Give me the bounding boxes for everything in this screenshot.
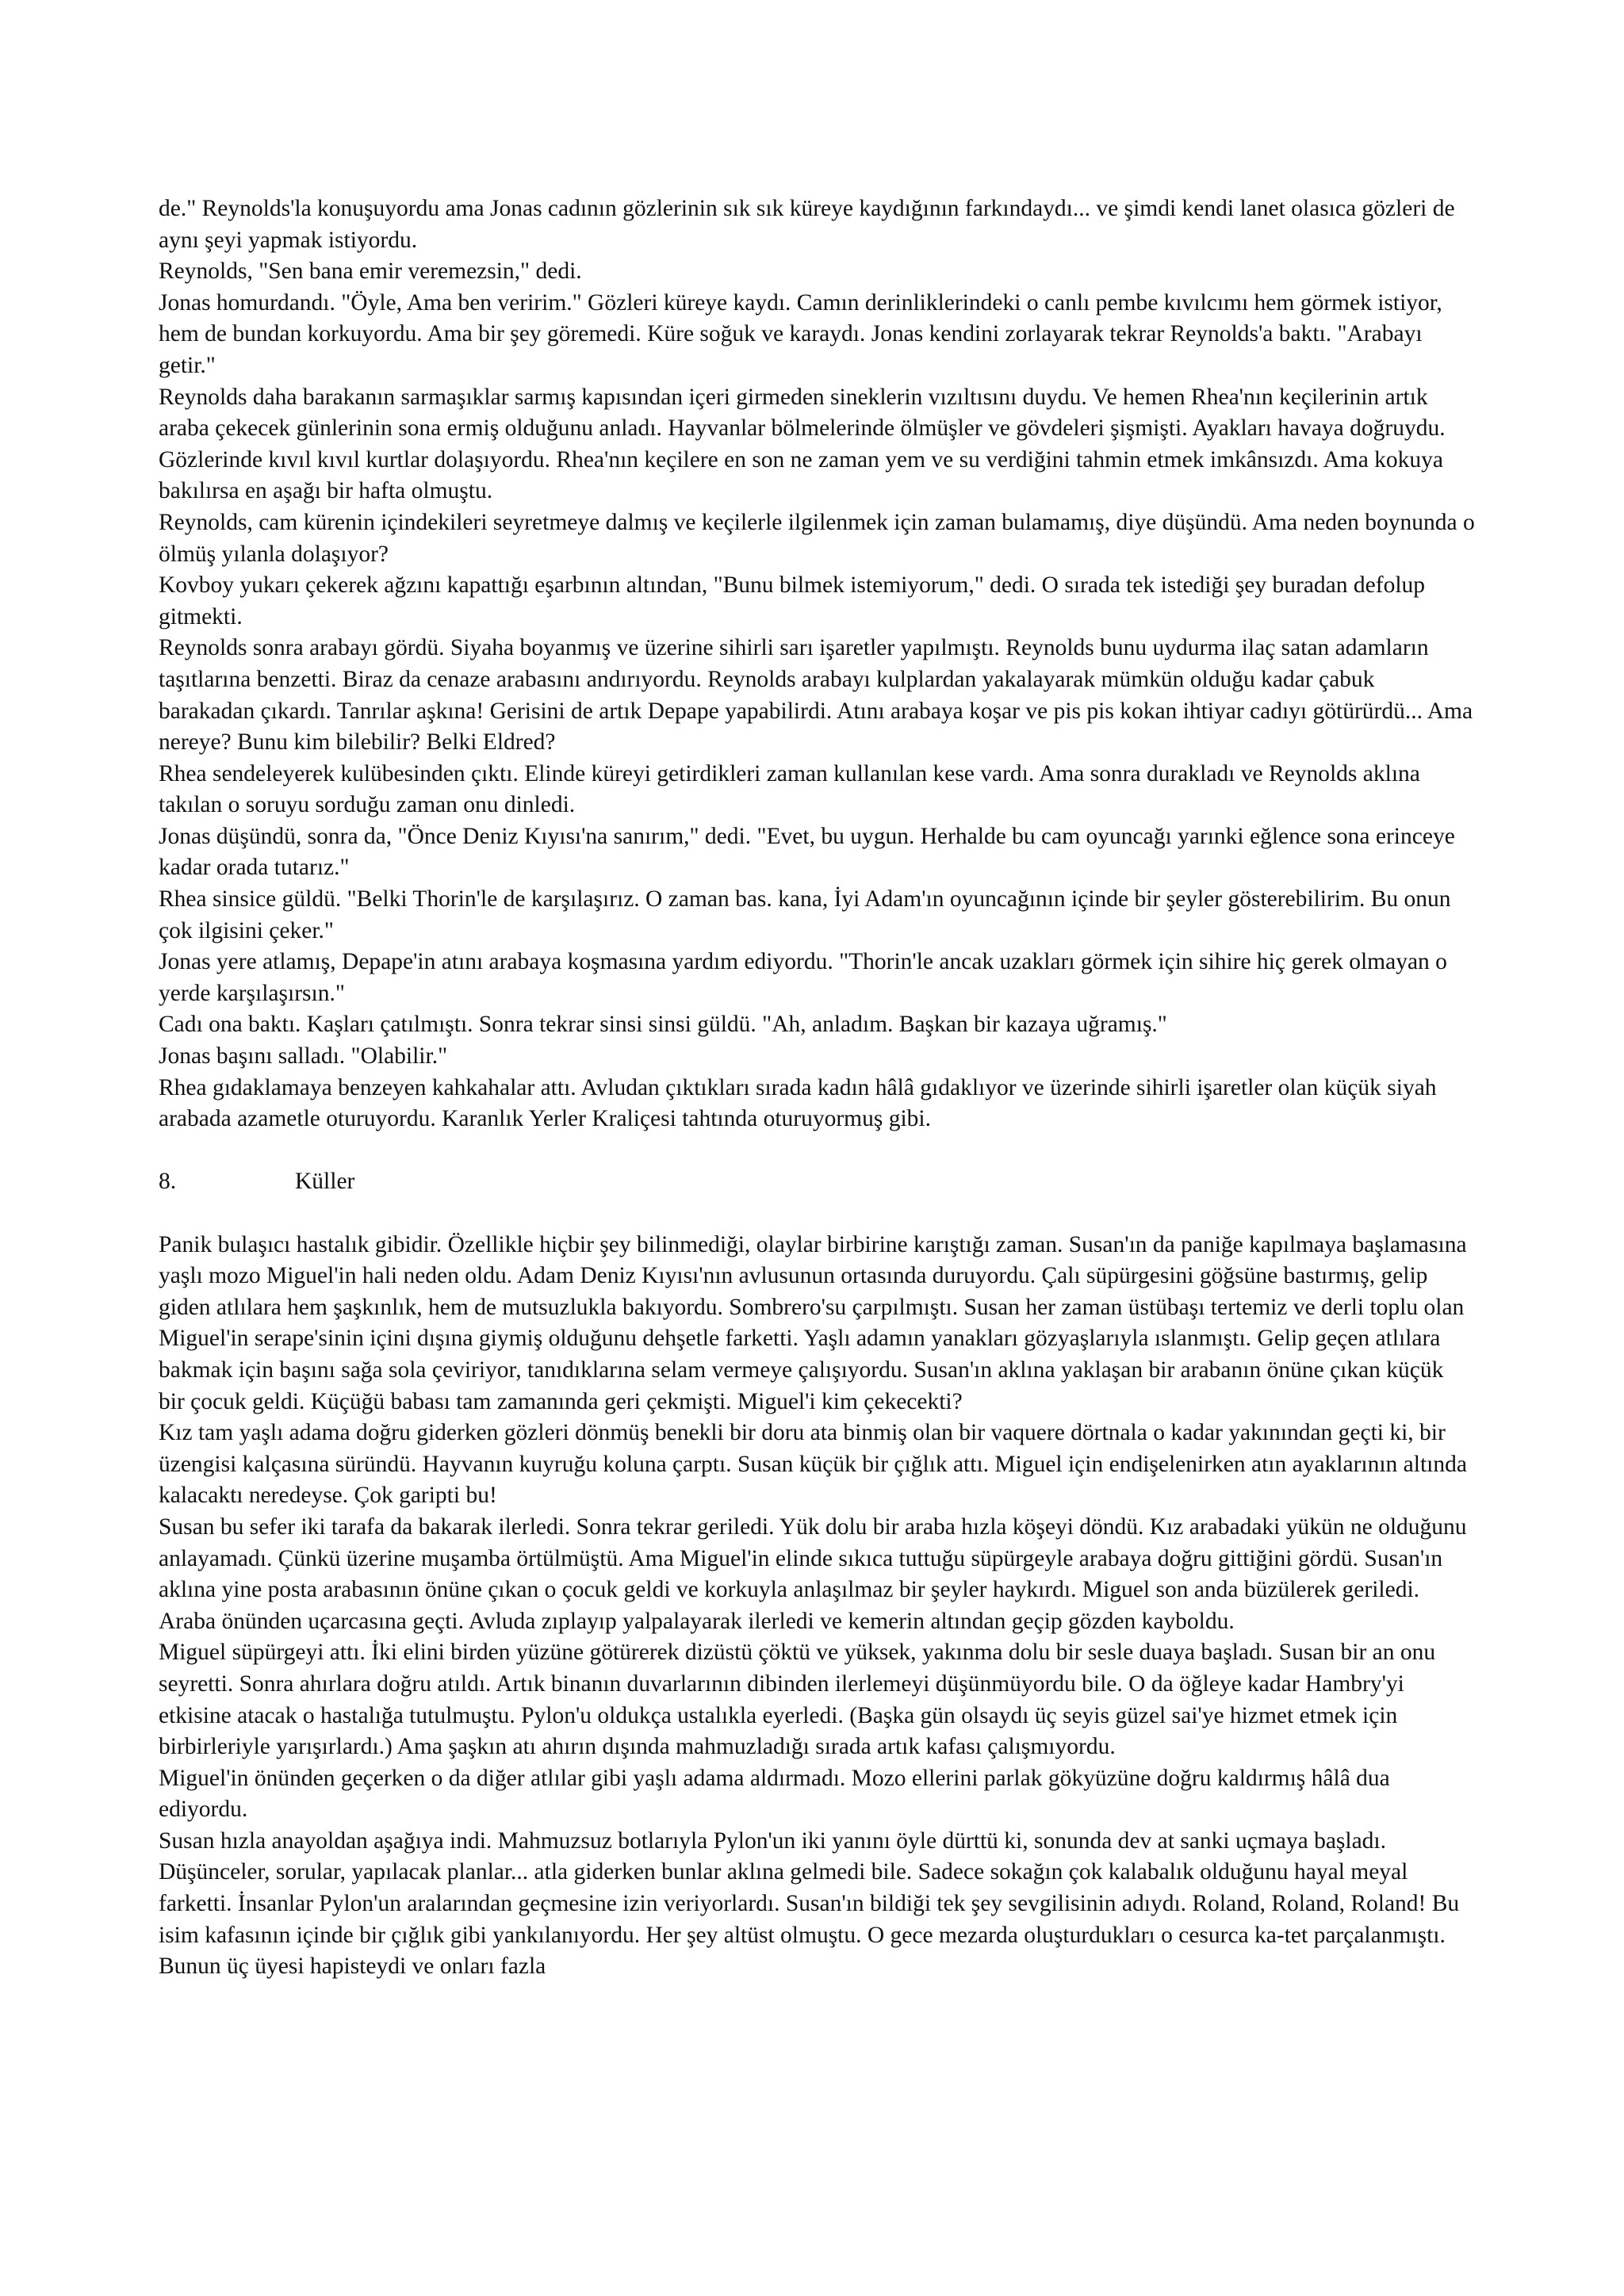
paragraph: de." Reynolds'la konuşuyordu ama Jonas cadının gözlerinin sık sık küreye kaydığının farkındaydı... ve şimdi kendi lanet olasıca gözleri de aynı şeyi yapmak istiyordu.	[159, 196, 1455, 253]
paragraph: Jonas düşündü, sonra da, "Önce Deniz Kıyısı'na sanırım," dedi. "Evet, bu uygun. Herhalde bu cam oyuncağı yarınki eğlence sona erinceye kadar orada tutarız."	[159, 823, 1455, 881]
paragraph: Susan hızla anayoldan aşağıya indi. Mahmuzsuz botlarıyla Pylon'un iki yanını öyle dürttü ki, sonunda dev at sanki uçmaya başladı. Düşünceler, sorular, yapılacak planlar... atla giderken bunlar aklına gelmedi bile. Sadece sokağın çok kalabalık olduğunu hayal meyal farketti. İnsanlar Pylon'un aralarından geçmesine izin veriyorlardı. Susan'ın bildiği tek şey sevgilisinin adıydı. Roland, Roland, Roland! Bu isim kafasının içinde bir çığlık gibi yankılanıyordu. Her şey altüst olmuştu. O gece mezarda oluşturdukları o cesurca ka-tet parçalanmıştı. Bunun üç üyesi hapisteydi ve onları fazla	[159, 1827, 1460, 1980]
paragraph: Jonas yere atlamış, Depape'in atını arabaya koşmasına yardım ediyordu. "Thorin'le ancak uzakları görmek için sihire hiç gerek olmayan o yerde karşılaşırsın."	[159, 949, 1447, 1006]
chapter-heading	[159, 1166, 1475, 1198]
paragraph: Reynolds daha barakanın sarmaşıklar sarmış kapısından içeri girmeden sineklerin vızıltısını duydu. Ve hemen Rhea'nın keçilerinin artık araba çekecek günlerinin sona ermiş olduğunu anladı. Hayvanlar bölmelerinde ölmüşler ve gövdeleri şişmişti. Ayakları havaya doğruydu. Gözlerinde kıvıl kıvıl kurtlar dolaşıyordu. Rhea'nın keçilere en son ne zaman yem ve su verdiğini tahmin etmek imkânsızdı. Ama kokuya bakılırsa en aşağı bir hafta olmuştu.	[159, 384, 1446, 504]
chapter-title: Küller	[295, 1169, 355, 1195]
paragraph: Reynolds sonra arabayı gördü. Siyaha boyanmış ve üzerine sihirli sarı işaretler yapılmıştı. Reynolds bunu uydurma ilaç satan adamların taşıtlarına benzetti. Biraz da cenaze arabasını andırıyordu. Reynolds arabayı kulplardan yakalayarak mümkün olduğu kadar çabuk barakadan çıkardı. Tanrılar aşkına! Gerisini de artık Depape yapabilirdi. Atını arabaya koşar ve pis pis kokan ihtiyar cadıyı götürürdü... Ama nereye? Bunu kim bilebilir? Belki Eldred?	[159, 635, 1473, 756]
chapter-number: 8.	[159, 1169, 177, 1195]
paragraph: Reynolds, "Sen bana emir veremezsin," dedi.	[159, 258, 582, 285]
paragraph: Miguel'in önünden geçerken o da diğer atlılar gibi yaşlı adama aldırmadı. Mozo ellerini parlak gökyüzüne doğru kaldırmış hâlâ dua ediyordu.	[159, 1765, 1390, 1823]
paragraph: Miguel süpürgeyi attı. İki elini birden yüzüne götürerek dizüstü çöktü ve yüksek, yakınma dolu bir sesle duaya başladı. Susan bir an onu seyretti. Sonra ahırlara doğru atıldı. Artık binanın duvarlarının dibinden ilerlemeyi düşünmüyordu bile. O da öğleye kadar Hambry'yi etkisine atacak o hastalığa tutulmuştu. Pylon'u oldukça ustalıkla eyerledi. (Başka gün olsaydı üç seyis güzel sai'ye hizmet etmek için birbirleriyle yarışırlardı.) Ama şaşkın atı ahırın dışında mahmuzladığı sırada artık kafası çalışmıyordu.	[159, 1640, 1436, 1760]
paragraph: Kovboy yukarı çekerek ağzını kapattığı eşarbının altından, "Bunu bilmek istemiyorum," dedi. O sırada tek istediği şey buradan defolup gitmekti.	[159, 572, 1426, 629]
document-text	[159, 193, 1475, 1983]
paragraph: Jonas başını salladı. "Olabilir."	[159, 1043, 448, 1070]
paragraph: Panik bulaşıcı hastalık gibidir. Özellikle hiçbir şey bilinmediği, olaylar birbirine karıştığı zaman. Susan'ın da paniğe kapılmaya başlamasına yaşlı mozo Miguel'in hali neden oldu. Adam Deniz Kıyısı'nın avlusunun ortasında duruyordu. Çalı süpürgesini göğsüne bastırmış, gelip giden atlılara hem şaşkınlık, hem de mutsuzlukla bakıyordu. Sombrero'su çarpılmıştı. Susan her zaman üstübaşı tertemiz ve derli toplu olan Miguel'in serape'sinin içini dışına giymiş olduğunu dehşetle farketti. Yaşlı adamın yanakları gözyaşlarıyla ıslanmıştı. Gelip geçen atlılara bakmak için başını sağa sola çeviriyor, tanıdıklarına selam vermeye çalışıyordu. Susan'ın aklına yaklaşan bir arabanın önüne çıkan küçük bir çocuk geldi. Küçüğü babası tam zamanında geri çekmişti. Miguel'i kim çekecekti?	[159, 1231, 1467, 1414]
paragraph: Rhea sinsice güldü. "Belki Thorin'le de karşılaşırız. O zaman bas. kana, İyi Adam'ın oyuncağının içinde bir şeyler gösterebilirim. Bu onun çok ilgisini çeker."	[159, 886, 1451, 943]
paragraph: Jonas homurdandı. "Öyle, Ama ben veririm." Gözleri küreye kaydı. Camın derinliklerindeki o canlı pembe kıvılcımı hem görmek istiyor, hem de bundan korkuyordu. Ama bir şey göremedi. Küre soğuk ve karaydı. Jonas kendini zorlayarak tekrar Reynolds'a baktı. "Arabayı getir."	[159, 289, 1442, 378]
paragraph: Kız tam yaşlı adama doğru giderken gözleri dönmüş benekli bir doru ata binmiş olan bir vaquere dörtnala o kadar yakınından geçti ki, bir üzengisi kalçasına süründü. Hayvanın kuyruğu koluna çarptı. Susan küçük bir çığlık attı. Miguel için endişelenirken atın ayaklarının altında kalacaktı neredeyse. Çok garipti bu!	[159, 1420, 1467, 1509]
paragraph: Cadı ona baktı. Kaşları çatılmıştı. Sonra tekrar sinsi sinsi güldü. "Ah, anladım. Başkan bir kazaya uğramış."	[159, 1012, 1167, 1038]
blank-line	[159, 1198, 1475, 1230]
paragraph: Reynolds, cam kürenin içindekileri seyretmeye dalmış ve keçilerle ilgilenmek için zaman bulamamış, diye düşündü. Ama neden boynunda o ölmüş yılanla dolaşıyor?	[159, 509, 1475, 567]
paragraph: Rhea gıdaklamaya benzeyen kahkahalar attı. Avludan çıktıkları sırada kadın hâlâ gıdaklıyor ve üzerinde sihirli işaretler olan küçük siyah arabada azametle oturuyordu. Karanlık Yerler Kraliçesi tahtında oturuyormuş gibi.	[159, 1074, 1437, 1132]
paragraph: Susan bu sefer iki tarafa da bakarak ilerledi. Sonra tekrar geriledi. Yük dolu bir araba hızla köşeyi döndü. Kız arabadaki yükün ne olduğunu anlayamadı. Çünkü üzerine muşamba örtülmüştü. Ama Miguel'in elinde sıkıca tuttuğu süpürgeyle arabaya doğru gittiğini gördü. Susan'ın aklına yine posta arabasının önüne çıkan o çocuk geldi ve korkuyla anlaşılmaz bir şeyler haykırdı. Miguel son anda büzülerek geriledi. Araba önünden uçarcasına geçti. Avluda zıplayıp yalpalayarak ilerledi ve kemerin altından geçip gözden kayboldu.	[159, 1513, 1467, 1634]
blank-line	[159, 1135, 1475, 1167]
paragraph: Rhea sendeleyerek kulübesinden çıktı. Elinde küreyi getirdikleri zaman kullanılan kese vardı. Ama sonra durakladı ve Reynolds aklına takılan o soruyu sorduğu zaman onu dinledi.	[159, 760, 1420, 818]
